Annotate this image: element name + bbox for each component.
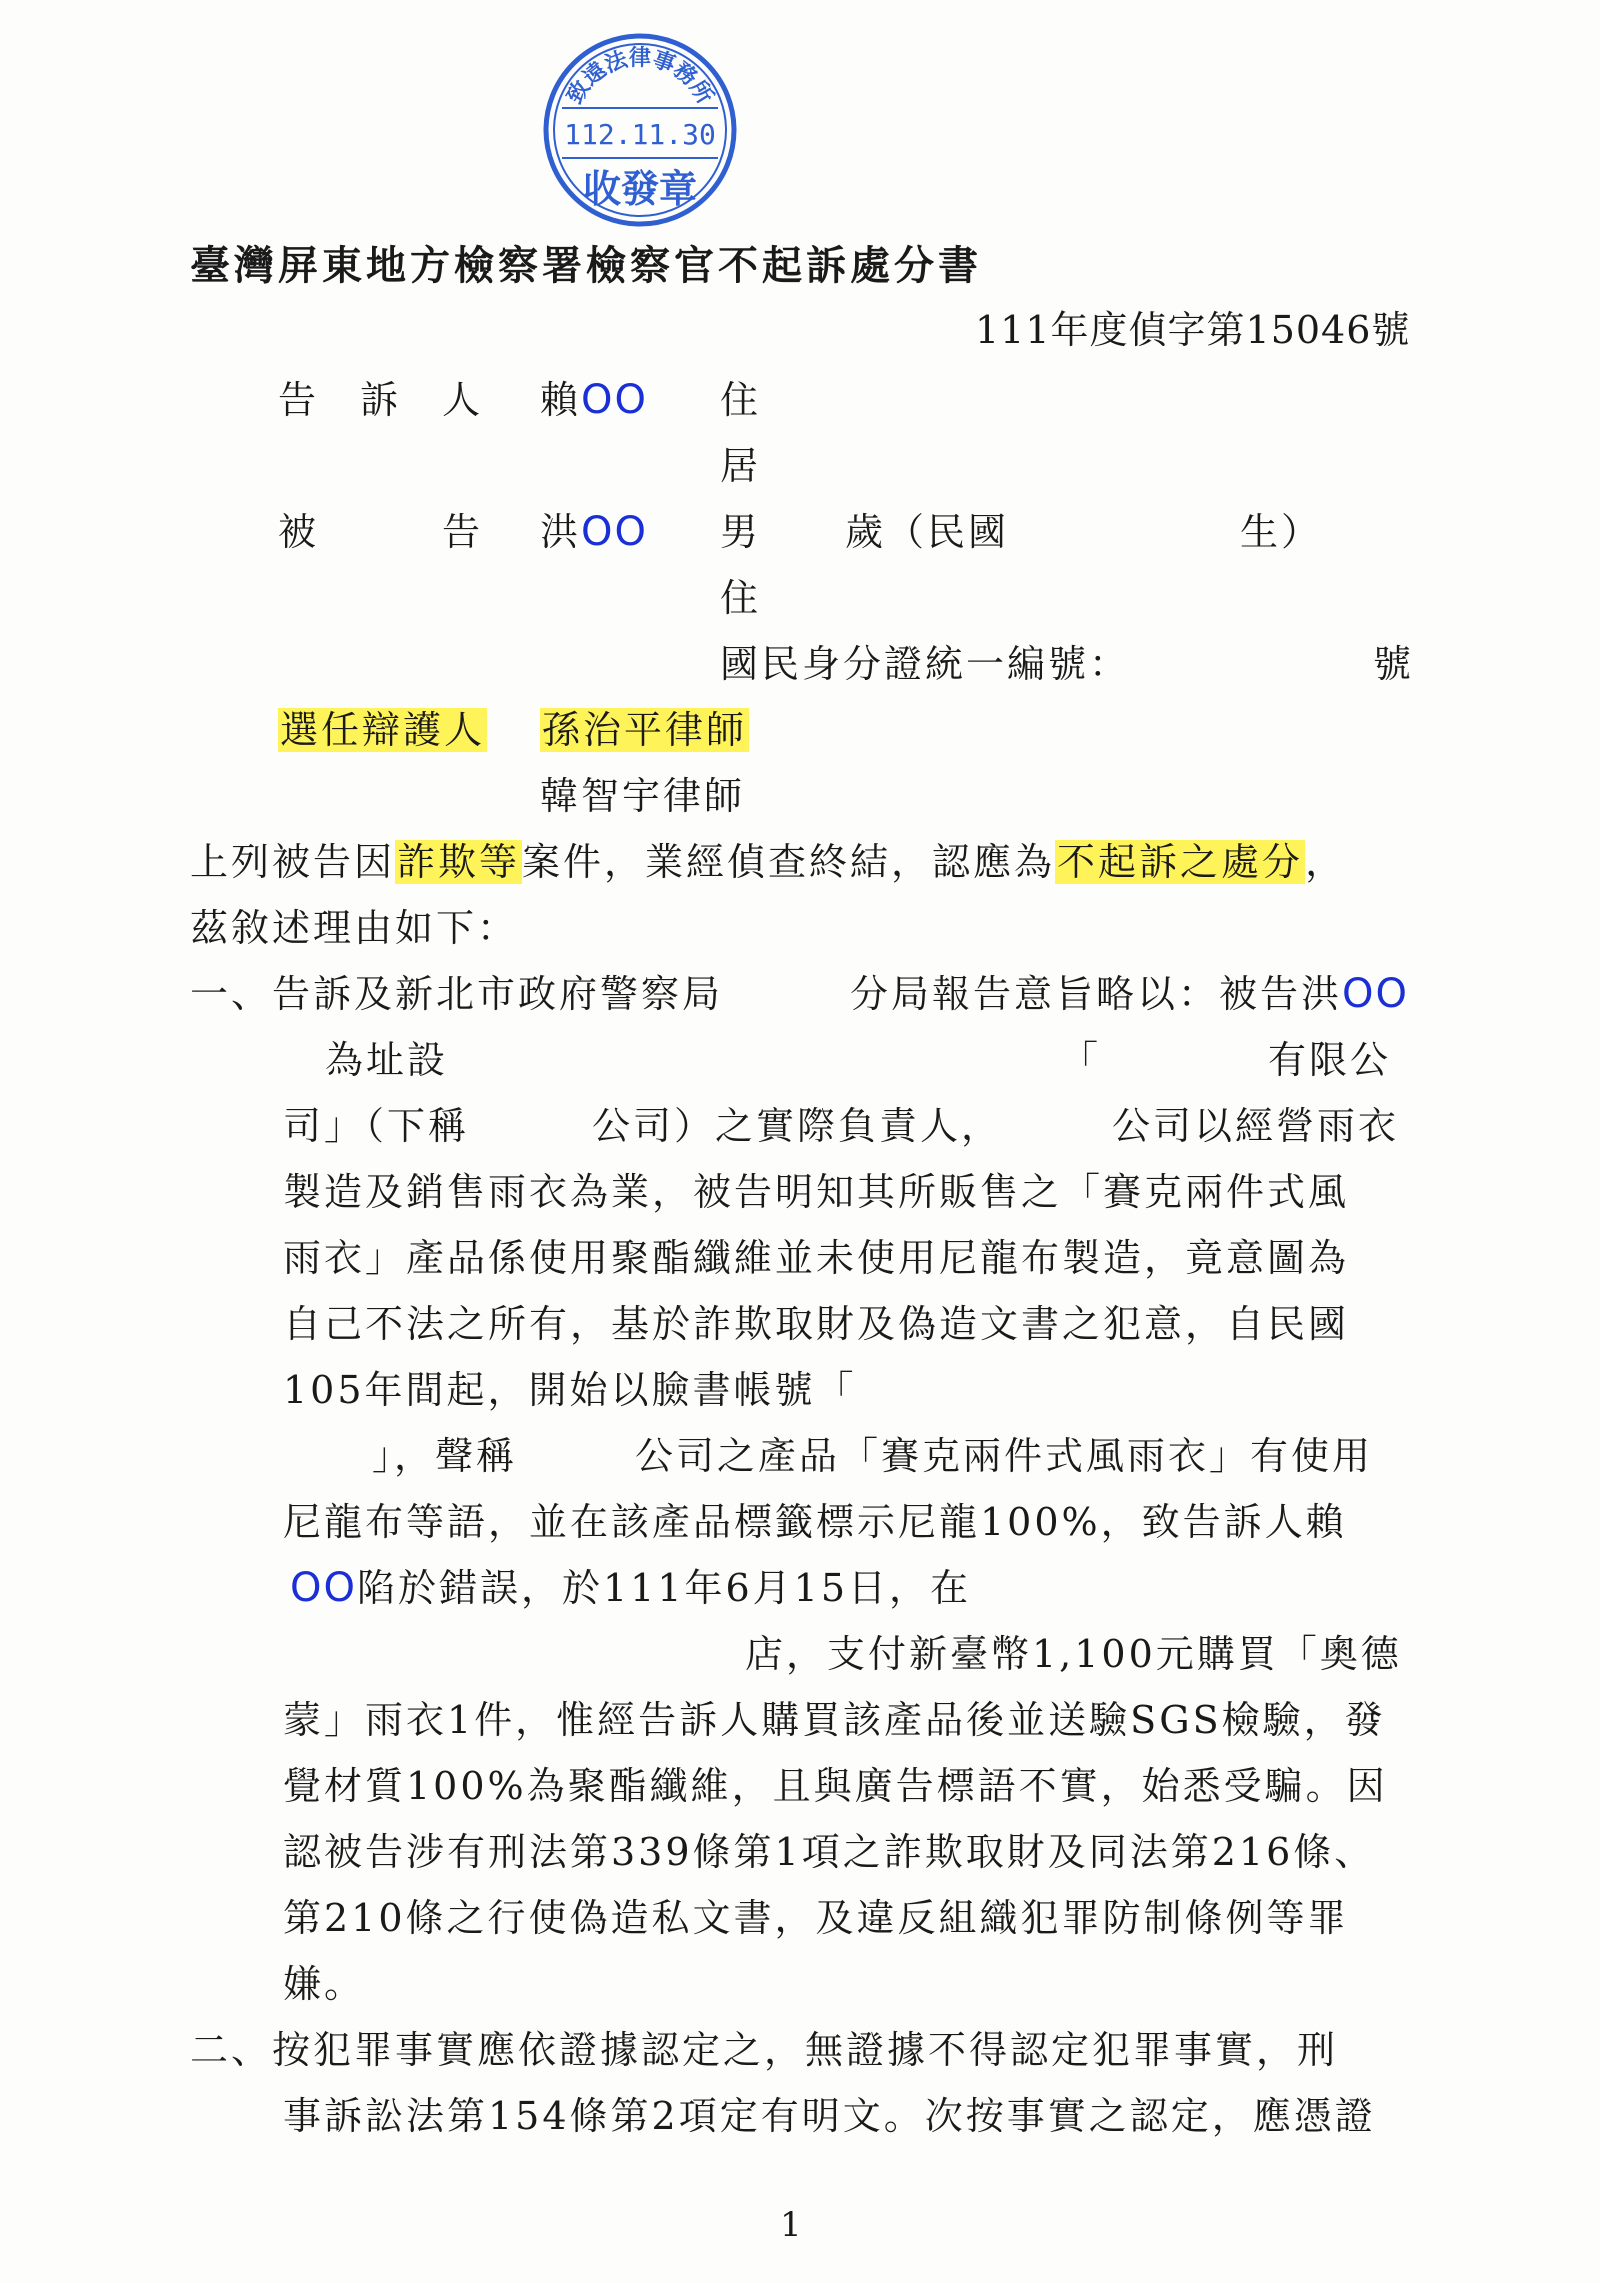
stamp-org-text: 致遠法律事務所 <box>561 45 719 109</box>
intro-line-1: 上列被告因詐欺等案件，業經偵查終結，認應為不起訴之處分， <box>190 840 1347 884</box>
sec1-complainant-mask: OO <box>290 1565 357 1611</box>
defendant-id-suffix: 號 <box>1373 642 1415 686</box>
sec1-line-12: 蒙」雨衣1件，惟經告訴人購買該產品後並送驗SGS檢驗，發 <box>283 1698 1386 1742</box>
sec1-line-2a: 為址設 <box>325 1038 449 1082</box>
sec1-line-3c: 公司以經營雨衣 <box>1112 1104 1400 1148</box>
sec1-line-1b: 分局報告意旨略以：被告洪OO <box>850 971 1409 1017</box>
defendant-born-label: 生） <box>1240 510 1323 554</box>
document-title: 臺灣屏東地方檢察署檢察官不起訴處分書 <box>190 242 982 289</box>
sec1-line-9: 尼龍布等語，並在該產品標籤標示尼龍100%，致告訴人賴 <box>283 1500 1347 1544</box>
defendant-gender: 男 <box>720 510 762 554</box>
sec1-line-3b: 公司）之實際負責人， <box>592 1104 1003 1148</box>
sec1-line-1a: 一、告訴及新北市政府警察局 <box>190 972 724 1016</box>
sec1-line-8a: 」，聲稱 <box>372 1434 518 1478</box>
sec1-line-11: 店，支付新臺幣1,100元購買「奧德 <box>745 1632 1402 1676</box>
sec1-line-15: 第210條之行使偽造私文書，及違反組織犯罪防制條例等罪 <box>283 1896 1349 1940</box>
defendant-name: 洪OO <box>540 509 648 555</box>
sec1-line-3a: 司」（下稱 <box>283 1104 470 1148</box>
complainant-dwelling-label: 居 <box>720 444 762 488</box>
page-number: 1 <box>780 2205 802 2245</box>
defendant-id-label: 國民身分證統一編號： <box>720 642 1131 686</box>
stamp-date: 112.11.30 <box>564 118 716 151</box>
sec1-line-10: OO陷於錯誤，於111年6月15日，在 <box>290 1565 972 1611</box>
defendant-residence-label: 住 <box>720 576 762 620</box>
sec1-line-4: 製造及銷售雨衣為業，被告明知其所販售之「賽克兩件式風 <box>283 1170 1350 1214</box>
defendant-role: 被 告 <box>278 510 484 554</box>
complainant-mask: OO <box>581 377 648 423</box>
sec1-line-7: 105年間起，開始以臉書帳號「 <box>283 1368 857 1412</box>
defendant-age-label: 歲（民國 <box>845 510 1010 554</box>
firm-receipt-stamp <box>540 30 740 230</box>
sec2-line-2: 事訴訟法第154條第2項定有明文。次按事實之認定，應憑證 <box>283 2094 1376 2138</box>
complainant-residence-label: 住 <box>720 378 762 422</box>
sec1-line-13: 覺材質100%為聚酯纖維，且與廣告標語不實，始悉受騙。因 <box>283 1764 1388 1808</box>
sec1-defendant-mask: OO <box>1342 971 1409 1017</box>
complainant-role: 告 訴 人 <box>278 378 484 422</box>
complainant-name: 賴OO <box>540 377 648 423</box>
sec1-line-16: 嫌。 <box>283 1962 366 2006</box>
counsel-2: 韓智宇律師 <box>540 774 746 818</box>
sec1-line-14: 認被告涉有刑法第339條第1項之詐欺取財及同法第216條、 <box>283 1830 1376 1874</box>
sec1-line-6: 自己不法之所有，基於詐欺取財及偽造文書之犯意，自民國 <box>283 1302 1350 1346</box>
intro-line-2: 茲敘述理由如下： <box>190 906 519 950</box>
sec1-line-8b: 公司之產品「賽克兩件式風雨衣」有使用 <box>635 1434 1374 1478</box>
sec2-line-1: 二、按犯罪事實應依證據認定之，無證據不得認定犯罪事實，刑 <box>190 2028 1339 2072</box>
sec1-line-2b: 「 <box>1060 1038 1102 1082</box>
counsel-role: 選任辯護人 <box>280 708 486 752</box>
stamp-label: 收發章 <box>582 166 698 211</box>
case-number: 111年度偵字第15046號 <box>975 308 1411 352</box>
defendant-mask: OO <box>581 509 648 555</box>
sec1-line-2c: 有限公 <box>1268 1038 1392 1082</box>
counsel-1: 孫治平律師 <box>542 708 748 752</box>
sec1-line-5: 雨衣」產品係使用聚酯纖維並未使用尼龍布製造，竟意圖為 <box>283 1236 1350 1280</box>
